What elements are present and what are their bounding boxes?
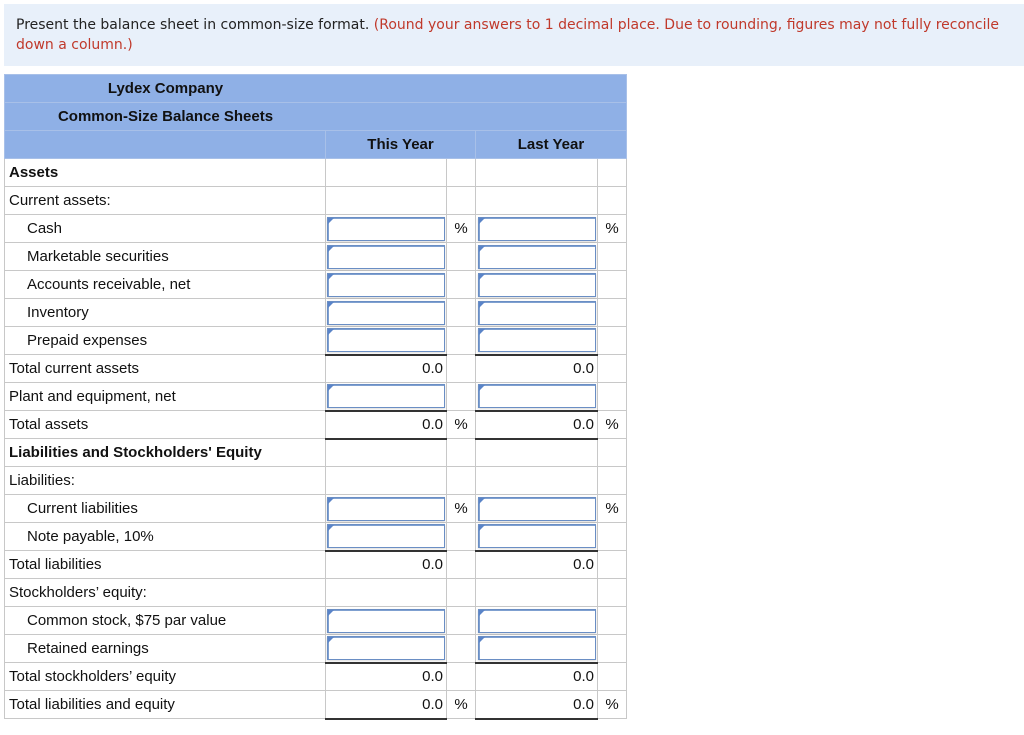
blank <box>326 467 447 495</box>
blank <box>476 467 598 495</box>
blank <box>447 159 476 187</box>
cell <box>326 299 447 327</box>
header-company-row <box>5 75 627 103</box>
ar-last-year-input[interactable] <box>478 273 596 297</box>
blank <box>598 327 627 355</box>
row-marketable-securities <box>5 243 627 271</box>
blank <box>598 551 627 579</box>
total-liabilities-this-year: 0.0 <box>326 551 447 579</box>
blank <box>598 467 627 495</box>
blank <box>598 383 627 411</box>
blank <box>447 663 476 691</box>
blank <box>598 355 627 383</box>
pct-symbol: % <box>598 495 627 523</box>
row-inventory <box>5 299 627 327</box>
label-note-payable: Note payable, 10% <box>5 523 326 551</box>
blank <box>598 635 627 663</box>
blank <box>598 159 627 187</box>
label-marketable-securities: Marketable securities <box>5 243 326 271</box>
blank <box>598 271 627 299</box>
blank <box>447 551 476 579</box>
cell <box>326 635 447 663</box>
pct-symbol: % <box>447 411 476 439</box>
cell <box>476 243 598 271</box>
blank <box>476 187 598 215</box>
cs-last-year-input[interactable] <box>478 609 596 633</box>
col-last-year: Last Year <box>476 131 627 159</box>
cl-last-year-input[interactable] <box>478 497 596 521</box>
pct-symbol: % <box>447 691 476 719</box>
row-retained-earnings <box>5 635 627 663</box>
row-current-assets <box>5 187 627 215</box>
pct-symbol: % <box>598 215 627 243</box>
inv-last-year-input[interactable] <box>478 301 596 325</box>
company-name: Lydex Company <box>5 75 627 103</box>
cell <box>326 495 447 523</box>
row-liab-equity <box>5 439 627 467</box>
instructions-panel <box>4 4 1024 66</box>
row-total-liabilities <box>5 551 627 579</box>
row-total-current-assets <box>5 355 627 383</box>
cell <box>476 523 598 551</box>
cell <box>326 243 447 271</box>
instructions-text: Present the balance sheet in common-size format. <box>16 17 370 33</box>
total-liabilities-last-year: 0.0 <box>476 551 598 579</box>
cell <box>476 215 598 243</box>
re-last-year-input[interactable] <box>478 636 596 660</box>
prepaid-last-year-input[interactable] <box>478 328 596 352</box>
blank <box>447 243 476 271</box>
plant-last-year-input[interactable] <box>478 384 596 408</box>
header-columns-row <box>5 131 627 159</box>
label-current-assets: Current assets: <box>5 187 326 215</box>
blank <box>447 467 476 495</box>
cell <box>326 523 447 551</box>
total-current-assets-this-year: 0.0 <box>326 355 447 383</box>
np-last-year-input[interactable] <box>478 524 596 548</box>
total-assets-last-year: 0.0 <box>476 411 598 439</box>
pct-symbol: % <box>447 495 476 523</box>
pct-symbol: % <box>598 411 627 439</box>
blank <box>447 439 476 467</box>
cell <box>476 607 598 635</box>
label-total-current-assets: Total current assets <box>5 355 326 383</box>
blank <box>476 579 598 607</box>
blank <box>326 187 447 215</box>
cell <box>326 271 447 299</box>
blank <box>598 243 627 271</box>
cell <box>326 215 447 243</box>
ar-this-year-input[interactable] <box>327 273 445 297</box>
re-this-year-input[interactable] <box>327 636 445 660</box>
blank <box>326 579 447 607</box>
label-total-liab-equity: Total liabilities and equity <box>5 691 326 719</box>
cash-last-year-input[interactable] <box>478 217 596 241</box>
cell <box>476 299 598 327</box>
balance-sheet-table <box>4 74 627 720</box>
blank <box>476 439 598 467</box>
row-total-assets <box>5 411 627 439</box>
blank <box>598 663 627 691</box>
plant-this-year-input[interactable] <box>327 384 445 408</box>
instructions-note: (Round your answers to 1 decimal place. Due to rounding, figures may not fully reconcile down a column.) <box>16 17 1000 53</box>
blank <box>326 159 447 187</box>
row-plant-equipment <box>5 383 627 411</box>
cell <box>476 327 598 355</box>
blank <box>447 635 476 663</box>
blank <box>598 607 627 635</box>
label-cash: Cash <box>5 215 326 243</box>
blank <box>447 607 476 635</box>
blank <box>476 159 598 187</box>
blank <box>447 327 476 355</box>
label-inventory: Inventory <box>5 299 326 327</box>
label-current-liabilities: Current liabilities <box>5 495 326 523</box>
pct-symbol: % <box>598 691 627 719</box>
row-note-payable <box>5 523 627 551</box>
cash-this-year-input[interactable] <box>327 217 445 241</box>
total-se-last-year: 0.0 <box>476 663 598 691</box>
label-accounts-receivable: Accounts receivable, net <box>5 271 326 299</box>
blank <box>447 271 476 299</box>
label-total-liabilities: Total liabilities <box>5 551 326 579</box>
total-assets-this-year: 0.0 <box>326 411 447 439</box>
inv-this-year-input[interactable] <box>327 301 445 325</box>
label-liab-equity: Liabilities and Stockholders' Equity <box>5 439 326 467</box>
blank <box>598 187 627 215</box>
cell <box>476 635 598 663</box>
label-total-stockholders-equity: Total stockholders’ equity <box>5 663 326 691</box>
total-le-last-year: 0.0 <box>476 691 598 719</box>
blank <box>447 383 476 411</box>
cs-this-year-input[interactable] <box>327 609 445 633</box>
row-assets <box>5 159 627 187</box>
label-assets: Assets <box>5 159 326 187</box>
label-liabilities: Liabilities: <box>5 467 326 495</box>
header-blank <box>5 131 326 159</box>
row-stockholders-equity <box>5 579 627 607</box>
cell <box>476 383 598 411</box>
cell <box>326 327 447 355</box>
blank <box>447 523 476 551</box>
row-current-liabilities <box>5 495 627 523</box>
cell <box>476 271 598 299</box>
row-liabilities <box>5 467 627 495</box>
label-total-assets: Total assets <box>5 411 326 439</box>
total-current-assets-last-year: 0.0 <box>476 355 598 383</box>
row-prepaid-expenses <box>5 327 627 355</box>
row-total-liab-equity <box>5 691 627 719</box>
pct-symbol: % <box>447 215 476 243</box>
cell <box>476 495 598 523</box>
blank <box>447 187 476 215</box>
blank <box>598 299 627 327</box>
cell <box>326 607 447 635</box>
row-cash <box>5 215 627 243</box>
label-prepaid-expenses: Prepaid expenses <box>5 327 326 355</box>
label-common-stock: Common stock, $75 par value <box>5 607 326 635</box>
row-accounts-receivable <box>5 271 627 299</box>
header-title-row <box>5 103 627 131</box>
blank <box>326 439 447 467</box>
blank <box>447 299 476 327</box>
blank <box>598 523 627 551</box>
ms-last-year-input[interactable] <box>478 245 596 269</box>
prepaid-this-year-input[interactable] <box>327 328 445 352</box>
blank <box>447 579 476 607</box>
row-total-stockholders-equity <box>5 663 627 691</box>
blank <box>447 355 476 383</box>
blank <box>598 579 627 607</box>
row-common-stock <box>5 607 627 635</box>
total-se-this-year: 0.0 <box>326 663 447 691</box>
total-le-this-year: 0.0 <box>326 691 447 719</box>
label-retained-earnings: Retained earnings <box>5 635 326 663</box>
col-this-year: This Year <box>326 131 476 159</box>
cl-this-year-input[interactable] <box>327 497 445 521</box>
cell <box>326 383 447 411</box>
statement-title: Common-Size Balance Sheets <box>5 103 627 131</box>
ms-this-year-input[interactable] <box>327 245 445 269</box>
label-stockholders-equity: Stockholders’ equity: <box>5 579 326 607</box>
np-this-year-input[interactable] <box>327 524 445 548</box>
blank <box>598 439 627 467</box>
label-plant-equipment: Plant and equipment, net <box>5 383 326 411</box>
